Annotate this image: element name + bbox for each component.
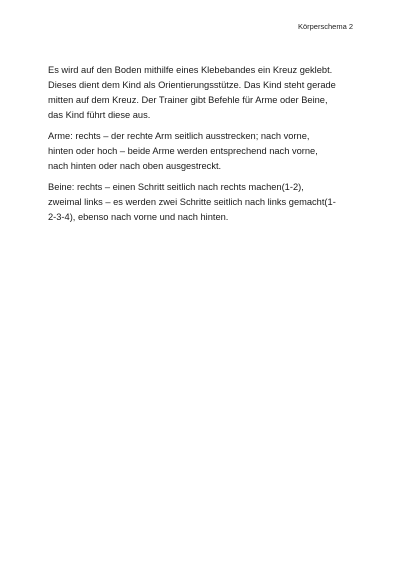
text-line: nach hinten oder nach oben ausgestreckt. <box>48 161 222 171</box>
text-line: hinten oder hoch – beide Arme werden entsprechend nach vorne, <box>48 146 318 156</box>
paragraph-arms <box>48 129 358 174</box>
text-line: mitten auf dem Kreuz. Der Trainer gibt Befehle für Arme oder Beine, <box>48 95 328 105</box>
text-line: zweimal links – es werden zwei Schritte seitlich nach links gemacht(1- <box>48 197 336 207</box>
paragraph-legs <box>48 180 358 225</box>
text-line: 2-3-4), ebenso nach vorne und nach hinten. <box>48 212 229 222</box>
paragraph-intro <box>48 63 358 123</box>
running-header: Körperschema 2 <box>297 22 353 31</box>
text-line: Es wird auf den Boden mithilfe eines Klebebandes ein Kreuz geklebt. <box>48 65 333 75</box>
body-text <box>48 63 358 231</box>
text-line: das Kind führt diese aus. <box>48 110 151 120</box>
text-line: Dieses dient dem Kind als Orientierungsstütze. Das Kind steht gerade <box>48 80 336 90</box>
text-line: Beine: rechts – einen Schritt seitlich nach rechts machen(1-2), <box>48 182 304 192</box>
text-line: Arme: rechts – der rechte Arm seitlich ausstrecken; nach vorne, <box>48 131 310 141</box>
